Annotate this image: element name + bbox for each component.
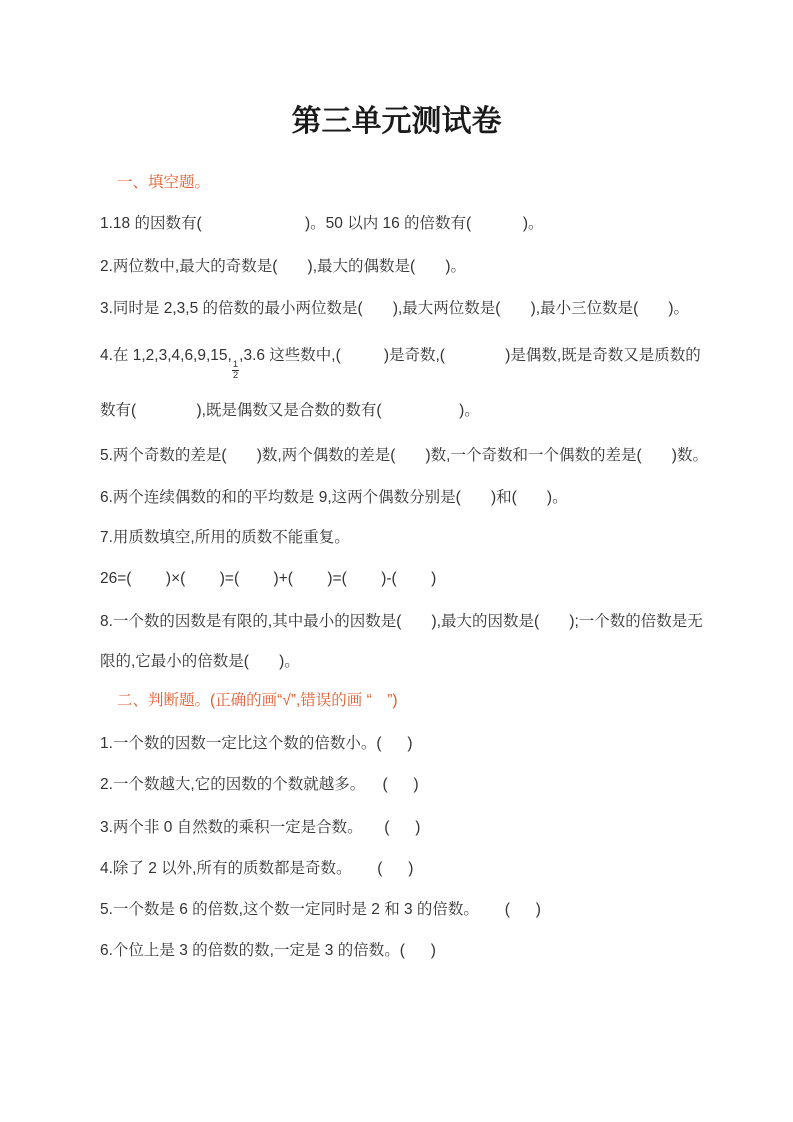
question-4-text-after-fraction: ,3.6 这些数中,( )是奇数,( )是偶数,既是奇数又是质数的	[239, 347, 701, 364]
fill-blank-question-7: 7.用质数填空,所用的质数不能重复。	[100, 529, 350, 546]
judge-question-4: 4.除了 2 以外,所有的质数都是奇数。 ( )	[100, 860, 414, 877]
fill-blank-question-6: 6.两个连续偶数的和的平均数是 9,这两个偶数分别是( )和( )。	[100, 489, 568, 506]
judge-question-5: 5.一个数是 6 的倍数,这个数一定同时是 2 和 3 的倍数。 ( )	[100, 901, 541, 918]
judge-question-3: 3.两个非 0 自然数的乘积一定是合数。 ( )	[100, 819, 421, 836]
page-title: 第三单元测试卷	[291, 105, 502, 138]
judge-question-1: 1.一个数的因数一定比这个数的倍数小。( )	[100, 735, 413, 752]
section-1-heading: 一、填空题。	[117, 174, 211, 191]
fill-blank-question-2: 2.两位数中,最大的奇数是( ),最大的偶数是( )。	[100, 258, 466, 275]
fill-blank-question-4-line-1	[100, 345, 701, 381]
question-4-text-before-fraction: 4.在 1,2,3,4,6,9,15,	[100, 347, 232, 364]
judge-question-2: 2.一个数越大,它的因数的个数就越多。 ( )	[100, 776, 419, 793]
fill-blank-question-3: 3.同时是 2,3,5 的倍数的最小两位数是( ),最大两位数是( ),最小三位数是( )。	[100, 300, 690, 317]
fill-blank-question-8-line-2: 限的,它最小的倍数是( )。	[100, 653, 300, 670]
fill-blank-question-8-line-1: 8.一个数的因数是有限的,其中最小的因数是( ),最大的因数是( );一个数的倍数是无	[100, 613, 703, 630]
fraction-denominator: 2	[232, 369, 239, 381]
fill-blank-question-5: 5.两个奇数的差是( )数,两个偶数的差是( )数,一个奇数和一个偶数的差是( )数。	[100, 447, 708, 464]
judge-question-6: 6.个位上是 3 的倍数的数,一定是 3 的倍数。( )	[100, 942, 436, 959]
question-7-equation: 26=( )×( )=( )+( )=( )-( )	[100, 570, 437, 587]
fill-blank-question-1: 1.18 的因数有( )。50 以内 16 的倍数有( )。	[100, 215, 544, 232]
fill-blank-question-4-line-2: 数有( ),既是偶数又是合数的数有( )。	[100, 402, 480, 419]
fraction-numerator: 1	[232, 359, 239, 370]
section-2-heading: 二、判断题。(正确的画“√”,错误的画 “ ”)	[117, 692, 398, 709]
